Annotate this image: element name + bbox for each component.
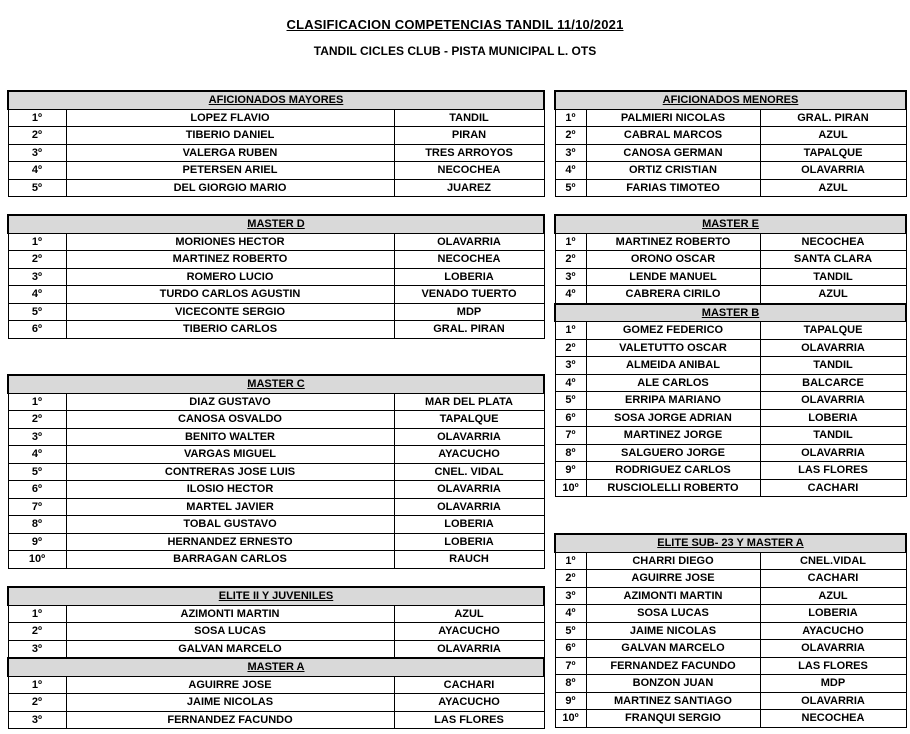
table-row xyxy=(8,551,544,569)
rider-name-cell: MARTINEZ ROBERTO xyxy=(66,251,394,269)
rider-name-cell: GOMEZ FEDERICO xyxy=(586,322,760,340)
table-row xyxy=(8,303,544,321)
city-cell: MDP xyxy=(760,675,906,693)
category-header xyxy=(555,304,906,322)
city-cell: MAR DEL PLATA xyxy=(394,393,544,411)
position-cell: 3º xyxy=(8,268,66,286)
table-row xyxy=(555,640,906,658)
position-cell: 1º xyxy=(8,109,66,127)
city-cell: TANDIL xyxy=(394,109,544,127)
rider-name-cell: SOSA LUCAS xyxy=(66,623,394,641)
city-cell: OLAVARRIA xyxy=(760,339,906,357)
table-master-e-master-b xyxy=(554,214,907,497)
rider-name-cell: ERRIPA MARIANO xyxy=(586,392,760,410)
position-cell: 2º xyxy=(8,694,66,712)
page-title: CLASIFICACION COMPETENCIAS TANDIL 11/10/2021 xyxy=(286,17,624,32)
table-row xyxy=(555,657,906,675)
city-cell: CACHARI xyxy=(394,676,544,694)
table-row xyxy=(555,268,906,286)
rider-name-cell: LOPEZ FLAVIO xyxy=(66,109,394,127)
city-cell: MDP xyxy=(394,303,544,321)
city-cell: NECOCHEA xyxy=(394,251,544,269)
city-cell: SANTA CLARA xyxy=(760,251,906,269)
rider-name-cell: GALVAN MARCELO xyxy=(66,640,394,658)
city-cell: OLAVARRIA xyxy=(394,498,544,516)
table-row xyxy=(8,179,544,197)
table-row xyxy=(555,605,906,623)
position-cell: 4º xyxy=(555,374,586,392)
table-row xyxy=(555,692,906,710)
table-row xyxy=(555,144,906,162)
city-cell: AZUL xyxy=(760,127,906,145)
city-cell: AZUL xyxy=(394,605,544,623)
position-cell: 10º xyxy=(555,479,586,497)
rider-name-cell: DEL GIORGIO MARIO xyxy=(66,179,394,197)
city-cell: LOBERIA xyxy=(760,605,906,623)
position-cell: 3º xyxy=(555,587,586,605)
position-cell: 6º xyxy=(555,640,586,658)
city-cell: AYACUCHO xyxy=(760,622,906,640)
city-cell: JUAREZ xyxy=(394,179,544,197)
category-header xyxy=(555,215,906,233)
table-row xyxy=(555,462,906,480)
table-row xyxy=(8,605,544,623)
table-row xyxy=(8,694,544,712)
table-aficionados-menores xyxy=(554,90,907,197)
position-cell: 1º xyxy=(8,233,66,251)
city-cell: OLAVARRIA xyxy=(394,233,544,251)
category-title: MASTER C xyxy=(8,375,544,393)
table-row xyxy=(555,552,906,570)
city-cell: TAPALQUE xyxy=(394,411,544,429)
position-cell: 6º xyxy=(8,321,66,339)
rider-name-cell: MORIONES HECTOR xyxy=(66,233,394,251)
table-row xyxy=(8,711,544,729)
city-cell: TRES ARROYOS xyxy=(394,144,544,162)
city-cell: AZUL xyxy=(760,179,906,197)
city-cell: RAUCH xyxy=(394,551,544,569)
table-row xyxy=(555,162,906,180)
category-title: MASTER E xyxy=(555,215,906,233)
city-cell: OLAVARRIA xyxy=(760,392,906,410)
category-header xyxy=(555,91,906,109)
table-row xyxy=(555,587,906,605)
city-cell: OLAVARRIA xyxy=(760,640,906,658)
city-cell: NECOCHEA xyxy=(760,710,906,728)
city-cell: CNEL.VIDAL xyxy=(760,552,906,570)
table-row xyxy=(555,427,906,445)
position-cell: 7º xyxy=(555,427,586,445)
position-cell: 1º xyxy=(555,322,586,340)
category-header xyxy=(8,587,544,605)
table-row xyxy=(555,322,906,340)
position-cell: 2º xyxy=(555,251,586,269)
position-cell: 3º xyxy=(8,640,66,658)
position-cell: 3º xyxy=(555,357,586,375)
table-row xyxy=(8,446,544,464)
category-title: AFICIONADOS MENORES xyxy=(555,91,906,109)
table-row xyxy=(8,481,544,499)
city-cell: PIRAN xyxy=(394,127,544,145)
city-cell: OLAVARRIA xyxy=(394,481,544,499)
table-row xyxy=(555,479,906,497)
table-row xyxy=(8,144,544,162)
rider-name-cell: AZIMONTI MARTIN xyxy=(66,605,394,623)
rider-name-cell: ORONO OSCAR xyxy=(586,251,760,269)
table-row xyxy=(8,640,544,658)
table-row xyxy=(8,463,544,481)
rider-name-cell: JAIME NICOLAS xyxy=(66,694,394,712)
city-cell: CNEL. VIDAL xyxy=(394,463,544,481)
city-cell: LOBERIA xyxy=(394,516,544,534)
rider-name-cell: MARTINEZ SANTIAGO xyxy=(586,692,760,710)
table-row xyxy=(555,286,906,304)
table-row xyxy=(555,409,906,427)
position-cell: 1º xyxy=(8,676,66,694)
city-cell: TAPALQUE xyxy=(760,322,906,340)
table-row xyxy=(8,321,544,339)
position-cell: 8º xyxy=(555,675,586,693)
category-header xyxy=(8,215,544,233)
category-title: MASTER B xyxy=(555,304,906,322)
table-row xyxy=(8,676,544,694)
rider-name-cell: CHARRI DIEGO xyxy=(586,552,760,570)
category-header xyxy=(8,658,544,676)
position-cell: 5º xyxy=(8,179,66,197)
rider-name-cell: MARTEL JAVIER xyxy=(66,498,394,516)
table-row xyxy=(555,233,906,251)
position-cell: 5º xyxy=(555,392,586,410)
city-cell: AYACUCHO xyxy=(394,694,544,712)
city-cell: OLAVARRIA xyxy=(760,692,906,710)
city-cell: OLAVARRIA xyxy=(394,640,544,658)
city-cell: CACHARI xyxy=(760,479,906,497)
position-cell: 5º xyxy=(555,622,586,640)
city-cell: TAPALQUE xyxy=(760,144,906,162)
position-cell: 3º xyxy=(8,144,66,162)
table-row xyxy=(555,251,906,269)
position-cell: 10º xyxy=(8,551,66,569)
rider-name-cell: SOSA LUCAS xyxy=(586,605,760,623)
table-row xyxy=(555,374,906,392)
rider-name-cell: AGUIRRE JOSE xyxy=(66,676,394,694)
table-row xyxy=(555,622,906,640)
city-cell: BALCARCE xyxy=(760,374,906,392)
city-cell: OLAVARRIA xyxy=(760,444,906,462)
city-cell: TANDIL xyxy=(760,427,906,445)
position-cell: 4º xyxy=(555,162,586,180)
rider-name-cell: CANOSA OSVALDO xyxy=(66,411,394,429)
category-header xyxy=(555,534,906,552)
city-cell: LAS FLORES xyxy=(760,462,906,480)
city-cell: NECOCHEA xyxy=(760,233,906,251)
table-row xyxy=(8,428,544,446)
rider-name-cell: TIBERIO DANIEL xyxy=(66,127,394,145)
rider-name-cell: TIBERIO CARLOS xyxy=(66,321,394,339)
rider-name-cell: ROMERO LUCIO xyxy=(66,268,394,286)
rider-name-cell: ALMEIDA ANIBAL xyxy=(586,357,760,375)
position-cell: 2º xyxy=(555,339,586,357)
table-row xyxy=(555,710,906,728)
table-elite-sub23-master-a xyxy=(554,533,907,728)
table-row xyxy=(8,162,544,180)
rider-name-cell: BARRAGAN CARLOS xyxy=(66,551,394,569)
table-elite-ii-master-a xyxy=(7,586,545,729)
rider-name-cell: PETERSEN ARIEL xyxy=(66,162,394,180)
position-cell: 8º xyxy=(555,444,586,462)
rider-name-cell: SALGUERO JORGE xyxy=(586,444,760,462)
position-cell: 5º xyxy=(8,303,66,321)
table-row xyxy=(8,516,544,534)
city-cell: OLAVARRIA xyxy=(394,428,544,446)
position-cell: 2º xyxy=(8,127,66,145)
position-cell: 5º xyxy=(555,179,586,197)
table-row xyxy=(8,127,544,145)
table-row xyxy=(555,109,906,127)
category-title: AFICIONADOS MAYORES xyxy=(8,91,544,109)
category-title: MASTER D xyxy=(8,215,544,233)
position-cell: 4º xyxy=(555,286,586,304)
city-cell: CACHARI xyxy=(760,570,906,588)
rider-name-cell: HERNANDEZ ERNESTO xyxy=(66,533,394,551)
city-cell: VENADO TUERTO xyxy=(394,286,544,304)
city-cell: LOBERIA xyxy=(394,533,544,551)
rider-name-cell: FERNANDEZ FACUNDO xyxy=(66,711,394,729)
position-cell: 7º xyxy=(555,657,586,675)
rider-name-cell: SOSA JORGE ADRIAN xyxy=(586,409,760,427)
table-row xyxy=(8,286,544,304)
position-cell: 2º xyxy=(555,570,586,588)
category-header xyxy=(8,375,544,393)
table-aficionados-mayores xyxy=(7,90,545,197)
position-cell: 4º xyxy=(555,605,586,623)
city-cell: OLAVARRIA xyxy=(760,162,906,180)
city-cell: AYACUCHO xyxy=(394,446,544,464)
position-cell: 2º xyxy=(8,623,66,641)
city-cell: NECOCHEA xyxy=(394,162,544,180)
category-title: ELITE SUB- 23 Y MASTER A xyxy=(555,534,906,552)
table-row xyxy=(8,393,544,411)
rider-name-cell: FERNANDEZ FACUNDO xyxy=(586,657,760,675)
position-cell: 8º xyxy=(8,516,66,534)
city-cell: LAS FLORES xyxy=(394,711,544,729)
position-cell: 9º xyxy=(555,692,586,710)
table-row xyxy=(8,533,544,551)
position-cell: 6º xyxy=(8,481,66,499)
table-row xyxy=(8,623,544,641)
rider-name-cell: FRANQUI SERGIO xyxy=(586,710,760,728)
city-cell: TANDIL xyxy=(760,268,906,286)
rider-name-cell: LENDE MANUEL xyxy=(586,268,760,286)
rider-name-cell: CONTRERAS JOSE LUIS xyxy=(66,463,394,481)
page-subtitle: TANDIL CICLES CLUB - PISTA MUNICIPAL L. OTS xyxy=(313,44,597,58)
table-row xyxy=(555,444,906,462)
rider-name-cell: CABRERA CIRILO xyxy=(586,286,760,304)
table-row xyxy=(8,233,544,251)
rider-name-cell: BENITO WALTER xyxy=(66,428,394,446)
rider-name-cell: VARGAS MIGUEL xyxy=(66,446,394,464)
rider-name-cell: ILOSIO HECTOR xyxy=(66,481,394,499)
position-cell: 2º xyxy=(8,411,66,429)
position-cell: 3º xyxy=(555,268,586,286)
table-row xyxy=(8,251,544,269)
rider-name-cell: RODRIGUEZ CARLOS xyxy=(586,462,760,480)
position-cell: 4º xyxy=(8,286,66,304)
category-title: MASTER A xyxy=(8,658,544,676)
position-cell: 1º xyxy=(555,552,586,570)
table-row xyxy=(555,570,906,588)
rider-name-cell: AGUIRRE JOSE xyxy=(586,570,760,588)
table-master-d xyxy=(7,214,545,339)
rider-name-cell: DIAZ GUSTAVO xyxy=(66,393,394,411)
rider-name-cell: CANOSA GERMAN xyxy=(586,144,760,162)
rider-name-cell: PALMIERI NICOLAS xyxy=(586,109,760,127)
city-cell: TANDIL xyxy=(760,357,906,375)
category-header xyxy=(8,91,544,109)
position-cell: 9º xyxy=(555,462,586,480)
city-cell: AZUL xyxy=(760,286,906,304)
table-row xyxy=(555,127,906,145)
table-row xyxy=(555,675,906,693)
rider-name-cell: GALVAN MARCELO xyxy=(586,640,760,658)
position-cell: 3º xyxy=(8,711,66,729)
table-master-c xyxy=(7,374,545,569)
position-cell: 2º xyxy=(555,127,586,145)
table-row xyxy=(555,179,906,197)
table-row xyxy=(555,339,906,357)
rider-name-cell: TOBAL GUSTAVO xyxy=(66,516,394,534)
position-cell: 3º xyxy=(555,144,586,162)
rider-name-cell: TURDO CARLOS AGUSTIN xyxy=(66,286,394,304)
rider-name-cell: VALERGA RUBEN xyxy=(66,144,394,162)
position-cell: 1º xyxy=(8,393,66,411)
rider-name-cell: AZIMONTI MARTIN xyxy=(586,587,760,605)
city-cell: AYACUCHO xyxy=(394,623,544,641)
table-row xyxy=(555,392,906,410)
rider-name-cell: FARIAS TIMOTEO xyxy=(586,179,760,197)
rider-name-cell: MARTINEZ JORGE xyxy=(586,427,760,445)
city-cell: LAS FLORES xyxy=(760,657,906,675)
position-cell: 1º xyxy=(8,605,66,623)
position-cell: 4º xyxy=(8,162,66,180)
rider-name-cell: MARTINEZ ROBERTO xyxy=(586,233,760,251)
position-cell: 6º xyxy=(555,409,586,427)
rider-name-cell: CABRAL MARCOS xyxy=(586,127,760,145)
table-row xyxy=(8,109,544,127)
rider-name-cell: VALETUTTO OSCAR xyxy=(586,339,760,357)
position-cell: 10º xyxy=(555,710,586,728)
position-cell: 5º xyxy=(8,463,66,481)
position-cell: 4º xyxy=(8,446,66,464)
rider-name-cell: VICECONTE SERGIO xyxy=(66,303,394,321)
rider-name-cell: ALE CARLOS xyxy=(586,374,760,392)
position-cell: 2º xyxy=(8,251,66,269)
position-cell: 1º xyxy=(555,109,586,127)
category-title: ELITE II Y JUVENILES xyxy=(8,587,544,605)
city-cell: AZUL xyxy=(760,587,906,605)
rider-name-cell: BONZON JUAN xyxy=(586,675,760,693)
table-row xyxy=(8,411,544,429)
rider-name-cell: ORTIZ CRISTIAN xyxy=(586,162,760,180)
position-cell: 7º xyxy=(8,498,66,516)
table-row xyxy=(555,357,906,375)
position-cell: 1º xyxy=(555,233,586,251)
city-cell: GRAL. PIRAN xyxy=(760,109,906,127)
position-cell: 9º xyxy=(8,533,66,551)
table-row xyxy=(8,498,544,516)
city-cell: LOBERIA xyxy=(760,409,906,427)
city-cell: LOBERIA xyxy=(394,268,544,286)
rider-name-cell: RUSCIOLELLI ROBERTO xyxy=(586,479,760,497)
table-row xyxy=(8,268,544,286)
position-cell: 3º xyxy=(8,428,66,446)
city-cell: GRAL. PIRAN xyxy=(394,321,544,339)
rider-name-cell: JAIME NICOLAS xyxy=(586,622,760,640)
